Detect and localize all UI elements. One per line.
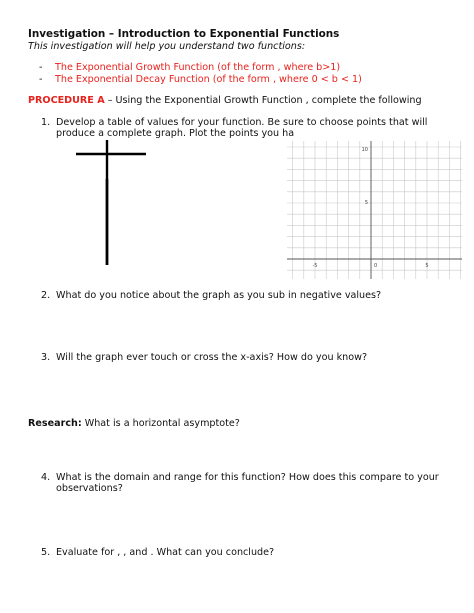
page-subtitle: This investigation will help you understand two functions: [28, 41, 306, 52]
x-tick-label: -5 [312, 263, 318, 269]
question-2 [41, 290, 441, 302]
question-text-line-2: observations? [56, 483, 123, 494]
coordinate-grid [287, 141, 462, 279]
procedure-text: – Using the Exponential Growth Function , complete the following [104, 95, 422, 106]
question-5 [41, 547, 441, 559]
research-text: What is a horizontal asymptote? [81, 418, 240, 429]
x-tick-label: 5 [425, 263, 429, 269]
page-title: Investigation – Introduction to Exponential Functions [28, 28, 340, 40]
question-text-line-2: produce a complete graph. Plot the points you ha [56, 128, 295, 139]
research-label: Research: [28, 418, 82, 429]
question-text-line-1: What is the domain and range for this function? How does this compare to your [56, 472, 439, 483]
question-4 [41, 472, 441, 496]
bullet-dash: - [39, 74, 43, 85]
question-number: 3. [41, 352, 51, 363]
procedure-label: PROCEDURE A [28, 95, 105, 106]
question-text-line-1: Will the graph ever touch or cross the x-axis? How do you know? [56, 352, 368, 363]
bullet-growth-function [39, 62, 340, 73]
table-of-values-t-chart [70, 135, 160, 270]
question-number: 4. [41, 472, 51, 483]
bullet-text: The Exponential Growth Function (of the form , where b>1) [55, 62, 341, 73]
question-number: 5. [41, 547, 51, 558]
question-number: 2. [41, 290, 51, 301]
question-text-line-1: Develop a table of values for your function. Be sure to choose points that will [56, 117, 428, 128]
question-text-line-1: Evaluate for , , and . What can you conclude? [56, 547, 275, 558]
y-tick-label: 5 [364, 200, 368, 206]
research-prompt [28, 418, 240, 429]
x-tick-label: 0 [374, 263, 378, 269]
question-text-line-1: What do you notice about the graph as you sub in negative values? [56, 290, 382, 301]
bullet-dash: - [39, 62, 43, 73]
grid-lines [287, 141, 462, 279]
y-tick-label: 10 [361, 147, 368, 153]
question-number: 1. [41, 117, 51, 128]
bullet-decay-function [39, 74, 362, 85]
bullet-text: The Exponential Decay Function (of the form , where 0 < b < 1) [55, 74, 362, 85]
question-3 [41, 352, 441, 364]
procedure-a-heading [28, 95, 422, 106]
